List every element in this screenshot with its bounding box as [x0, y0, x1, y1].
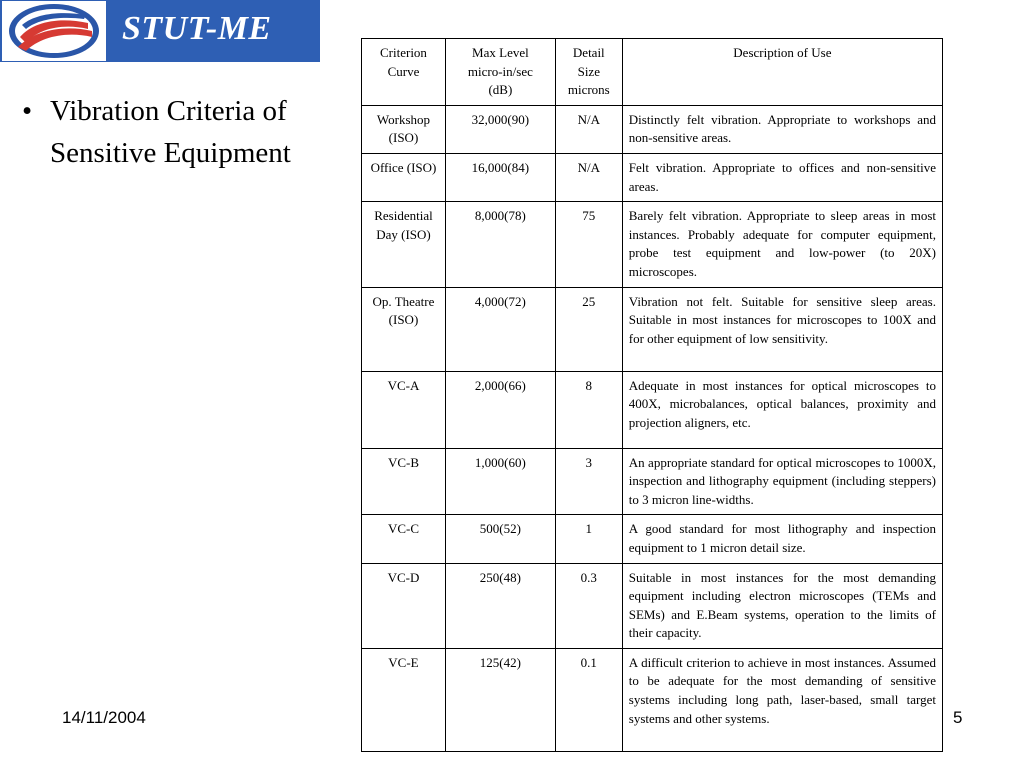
criterion-cell: Workshop (ISO) — [362, 105, 446, 153]
max-level-cell: 8,000(78) — [445, 202, 555, 287]
criterion-cell: VC-E — [362, 648, 446, 751]
criterion-cell: VC-C — [362, 515, 446, 563]
column-header-criterion — [362, 39, 446, 106]
description-cell: Adequate in most instances for optical microscopes to 400X, microbalances, optical balances, proximity and projection aligners, etc. — [622, 371, 942, 448]
detail-size-cell: 3 — [555, 448, 622, 515]
logo-emblem — [2, 1, 106, 61]
max-level-cell: 500(52) — [445, 515, 555, 563]
column-header-line: micro-in/sec — [467, 63, 533, 79]
column-header-line: Description of Use — [733, 45, 832, 60]
criterion-cell: VC-D — [362, 563, 446, 648]
detail-size-cell: 0.3 — [555, 563, 622, 648]
table-row — [362, 371, 943, 448]
table-row — [362, 153, 943, 201]
detail-size-cell: 0.1 — [555, 648, 622, 751]
max-level-cell: 16,000(84) — [445, 153, 555, 201]
max-level-cell: 250(48) — [445, 563, 555, 648]
description-cell: Felt vibration. Appropriate to offices and non-sensitive areas. — [622, 153, 942, 201]
table-row — [362, 448, 943, 515]
column-header-line: Size — [577, 63, 600, 79]
column-header-line: Criterion — [380, 45, 427, 60]
table-row — [362, 563, 943, 648]
footer-date: 14/11/2004 — [62, 708, 146, 727]
table-header-row — [362, 39, 943, 106]
detail-size-cell: 8 — [555, 371, 622, 448]
column-header-line: microns — [567, 82, 610, 98]
detail-size-cell: N/A — [555, 105, 622, 153]
criterion-cell: Residential Day (ISO) — [362, 202, 446, 287]
table-row — [362, 105, 943, 153]
detail-size-cell: 25 — [555, 287, 622, 371]
max-level-cell: 125(42) — [445, 648, 555, 751]
column-header-line: Detail — [572, 45, 605, 60]
max-level-cell: 1,000(60) — [445, 448, 555, 515]
column-header-description — [622, 39, 942, 106]
bullet-marker: • — [22, 95, 33, 127]
max-level-cell: 32,000(90) — [445, 105, 555, 153]
max-level-cell: 4,000(72) — [445, 287, 555, 371]
description-cell: An appropriate standard for optical microscopes to 1000X, inspection and lithography equipment (including steppers) to 3 micron line-widths. — [622, 448, 942, 515]
table-row — [362, 648, 943, 751]
table-row — [362, 515, 943, 563]
description-cell: A good standard for most lithography and inspection equipment to 1 micron detail size. — [622, 515, 942, 563]
criterion-cell: VC-A — [362, 371, 446, 448]
description-cell: A difficult criterion to achieve in most instances. Assumed to be adequate for the most demanding of sensitive systems including long path, laser-based, small target systems and other systems. — [622, 648, 942, 751]
description-cell: Barely felt vibration. Appropriate to sleep areas in most instances. Probably adequate for computer equipment, probe test equipment and low-power (to 20X) microscopes. — [622, 202, 942, 287]
criterion-cell: Op. Theatre (ISO) — [362, 287, 446, 371]
description-cell: Distinctly felt vibration. Appropriate to workshops and non-sensitive areas. — [622, 105, 942, 153]
column-header-max-level — [445, 39, 555, 106]
column-header-line: Max Level — [472, 45, 529, 60]
criterion-cell: Office (ISO) — [362, 153, 446, 201]
column-header-detail-size — [555, 39, 622, 106]
bullet-text: Vibration Criteria of Sensitive Equipment — [50, 95, 291, 169]
description-cell: Vibration not felt. Suitable for sensitive sleep areas. Suitable in most instances for microscopes to 100X and for other equipment of low sensitivity. — [622, 287, 942, 371]
slide-number: 5 — [953, 708, 963, 727]
column-header-line: Curve — [387, 63, 420, 79]
logo-text: STUT-ME — [122, 10, 272, 47]
detail-size-cell: 75 — [555, 202, 622, 287]
vibration-criteria-table — [361, 38, 943, 752]
table-row — [362, 287, 943, 371]
max-level-cell: 2,000(66) — [445, 371, 555, 448]
description-cell: Suitable in most instances for the most demanding equipment including electron microscopes (TEMs and SEMs) and E.Beam systems, operation to the limits of their capacity. — [622, 563, 942, 648]
detail-size-cell: N/A — [555, 153, 622, 201]
column-header-line: (dB) — [488, 82, 513, 98]
table-row — [362, 202, 943, 287]
detail-size-cell: 1 — [555, 515, 622, 563]
logo-banner — [0, 0, 320, 62]
criterion-cell: VC-B — [362, 448, 446, 515]
